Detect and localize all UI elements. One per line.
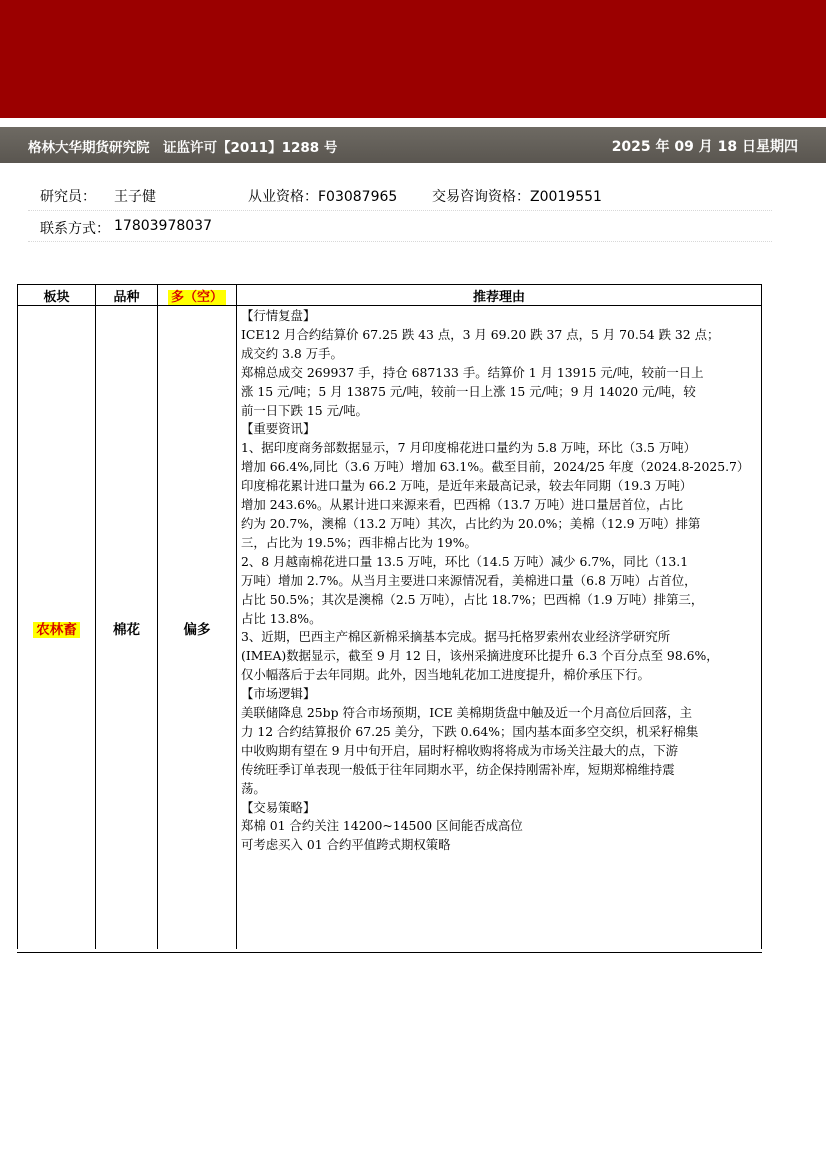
reason-line: 传统旺季订单表现一般低于往年同期水平，纺企保持刚需补库，短期郑棉维持震: [241, 761, 675, 777]
reason-line: 成交约 3.8 万手。: [241, 345, 343, 361]
reason-line: 中收购期有望在 9 月中旬开启，届时籽棉收购将将成为市场关注最大的点，下游: [241, 742, 679, 758]
researcher-name: 王子健: [114, 189, 156, 205]
report-header-bar: [0, 127, 826, 163]
reason-line: (IMEA)数据显示，截至 9 月 12 日，该州采摘进度环比提升 6.3 个百分点至 98.6%，: [241, 648, 719, 664]
direction-cell: 偏多: [158, 306, 237, 950]
top-brand-band: [0, 0, 826, 118]
reason-line: 3、近期，巴西主产棉区新棉采摘基本完成。据马托格罗索州农业经济学研究所: [241, 629, 671, 645]
reason-line: 涨 15 元/吨；5 月 13875 元/吨，较前一日上涨 15 元/吨；9 月 14020 元/吨，较: [241, 383, 696, 399]
reason-line: 占比 13.8%。: [241, 610, 322, 626]
header-variety: 品种: [96, 285, 158, 306]
reason-line: ICE12 月合约结算价 67.25 跌 43 点，3 月 69.20 跌 37 点，5 月 70.54 跌 32 点；: [241, 326, 720, 342]
reason-line: 2、8 月越南棉花进口量 13.5 万吨，环比（14.5 万吨）减少 6.7%，同比（13.1: [241, 553, 689, 569]
table-row: [18, 306, 762, 950]
variety-cell: 棉花: [96, 306, 158, 950]
reason-line: 【行情复盘】: [241, 308, 316, 323]
reason-line: 荡。: [241, 780, 266, 796]
reason-line: 1、据印度商务部数据显示，7 月印度棉花进口量约为 5.8 万吨，环比（3.5 万吨）: [241, 440, 697, 456]
reason-line: 前一日下跌 15 元/吨。: [241, 402, 368, 418]
contact-phone: 17803978037: [114, 218, 212, 234]
sector-cell: [18, 306, 96, 950]
dotted-divider: [28, 241, 772, 242]
direction-header-highlight: 多（空）: [168, 290, 226, 305]
qualification: 从业资格：F03087965: [248, 189, 398, 205]
reason-line: 【市场逻辑】: [241, 686, 316, 702]
reason-line: 可考虑买入 01 合约平值跨式期权策略: [241, 837, 451, 853]
reason-line: 约为 20.7%，澳棉（13.2 万吨）其次，占比约为 20.0%；美棉（12.9 万吨）排第: [241, 515, 701, 531]
reason-line: 印度棉花累计进口量为 66.2 万吨，是近年来最高记录，较去年同期（19.3 万吨）: [241, 478, 693, 494]
reason-line: 万吨）增加 2.7%。从当月主要进口来源情况看，美棉进口量（6.8 万吨）占首位，: [241, 572, 697, 588]
reason-line: 郑棉总成交 269937 手，持仓 687133 手。结算价 1 月 13915 元/吨，较前一日上: [241, 364, 704, 380]
table-bottom-rule: [17, 952, 762, 953]
reason-line: 力 12 合约结算报价 67.25 美分，下跌 0.64%；国内基本面多空交织，机采籽棉集: [241, 723, 699, 739]
reason-line: 【重要资讯】: [241, 421, 316, 437]
reason-line: 三，占比为 19.5%；西非棉占比为 19%。: [241, 534, 477, 550]
reason-cell: [237, 306, 762, 950]
reason-line: 美联储降息 25bp 符合市场预期，ICE 美棉期货盘中触及近一个月高位后回落，主: [241, 705, 692, 721]
reason-line: 增加 66.4%,同比（3.6 万吨）增加 63.1%。截至目前，2024/25 年度（2024.8-2025.7）: [241, 459, 750, 475]
report-date: 2025 年 09 月 18 日星期四: [611, 139, 798, 155]
header-sector: 板块: [18, 285, 96, 306]
reason-line: 郑棉 01 合约关注 14200~14500 区间能否成高位: [241, 818, 523, 834]
contact-label: 联系方式：: [40, 221, 110, 237]
institute-license: 格林大华期货研究院 证监许可【2011】1288 号: [28, 140, 338, 156]
reason-line: 仅小幅落后于去年同期。此外，因当地轧花加工进度提升，棉价承压下行。: [241, 667, 650, 683]
table-header-row: [18, 285, 762, 306]
reason-line: 增加 243.6%。从累计进口来源来看，巴西棉（13.7 万吨）进口量居首位，占比: [241, 497, 684, 513]
header-reason: 推荐理由: [237, 285, 762, 306]
reason-line: 占比 50.5%；其次是澳棉（2.5 万吨），占比 18.7%；巴西棉（1.9 万吨）排第三，: [241, 591, 704, 607]
reason-line: 【交易策略】: [241, 799, 316, 815]
consult-qualification: 交易咨询资格：Z0019551: [432, 189, 602, 205]
recommendation-table: [17, 284, 762, 949]
header-direction: [158, 285, 237, 306]
dotted-divider: [28, 210, 772, 211]
sector-highlight: 农林畜: [33, 622, 80, 638]
researcher-label: 研究员：: [40, 189, 96, 205]
